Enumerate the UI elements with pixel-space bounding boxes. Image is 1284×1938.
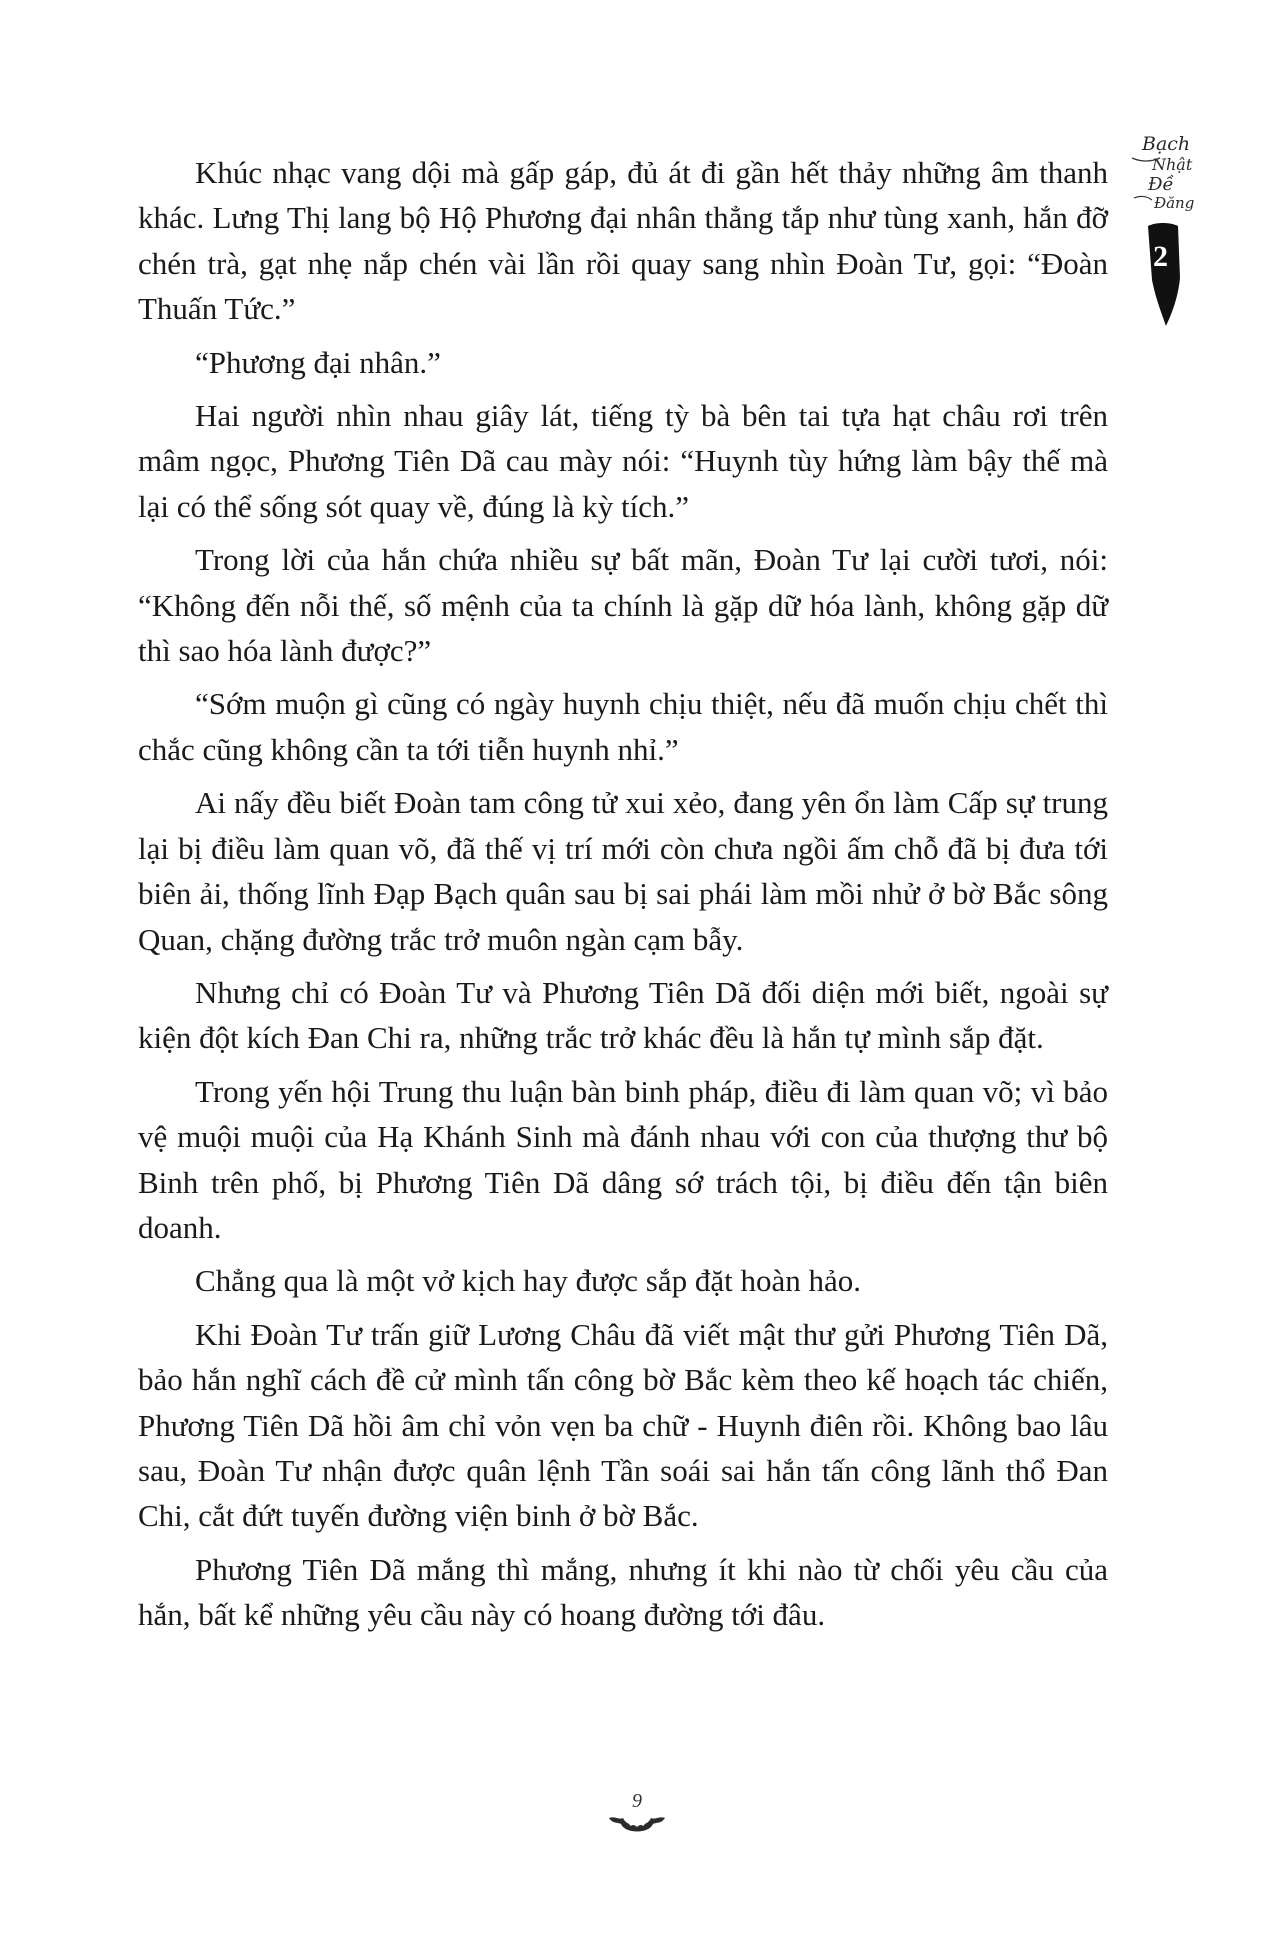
paragraph: “Phương đại nhân.”	[195, 344, 441, 380]
paragraph: “Sớm muộn gì cũng có ngày huynh chịu thiệt, nếu đã muốn chịu chết thì chắc cũng không cần ta tới tiễn huynh nhỉ.”	[138, 686, 1108, 767]
paragraph: Trong lời của hắn chứa nhiều sự bất mãn, Đoàn Tư lại cười tươi, nói: “Không đến nỗi thế, số mệnh của ta chính là gặp dữ hóa lành, không gặp dữ thì sao hóa lành được?”	[138, 542, 1108, 669]
series-title-logo	[1126, 128, 1204, 328]
series-word-2: Nhật	[1152, 155, 1193, 174]
page-ornament-icon	[607, 1812, 667, 1834]
body-text	[138, 150, 1108, 1646]
volume-number: 2	[1153, 240, 1168, 273]
series-title-mark	[1126, 128, 1204, 328]
paragraph: Khúc nhạc vang dội mà gấp gáp, đủ át đi gần hết thảy những âm thanh khác. Lưng Thị lang bộ Hộ Phương đại nhân thẳng tắp như tùng xanh, hắn đỡ chén trà, gạt nhẹ nắp chén vài lần rồi quay sang nhìn Đoàn Tư, gọi: “Đoàn Thuấn Tức.”	[138, 155, 1108, 327]
series-word-1: Bạch	[1142, 133, 1191, 155]
paragraph: Khi Đoàn Tư trấn giữ Lương Châu đã viết mật thư gửi Phương Tiên Dã, bảo hắn nghĩ cách đề cử mình tấn công bờ Bắc kèm theo kế hoạch tác chiến, Phương Tiên Dã hồi âm chỉ vỏn vẹn ba chữ - Huynh điên rồi. Không bao lâu sau, Đoàn Tư nhận được quân lệnh Tần soái sai hắn tấn công lãnh thổ Đan Chi, cắt đứt tuyến đường viện binh ở bờ Bắc.	[138, 1316, 1108, 1534]
paragraph: Ai nấy đều biết Đoàn tam công tử xui xẻo, đang yên ổn làm Cấp sự trung lại bị điều làm quan võ, đã thế vị trí mới còn chưa ngồi ấm chỗ đã bị đưa tới biên ải, thống lĩnh Đạp Bạch quân sau bị sai phái làm mồi nhử ở bờ Bắc sông Quan, chặng đường trắc trở muôn ngàn cạm bẫy.	[138, 785, 1108, 957]
flourish-line	[1134, 196, 1152, 200]
page-footer	[598, 1790, 676, 1848]
paragraph: Chẳng qua là một vở kịch hay được sắp đặt hoàn hảo.	[195, 1263, 861, 1299]
paragraph: Hai người nhìn nhau giây lát, tiếng tỳ bà bên tai tựa hạt châu rơi trên mâm ngọc, Phương Tiên Dã cau mày nói: “Huynh tùy hứng làm bậy thế mà lại có thể sống sót quay về, đúng là kỳ tích.”	[138, 398, 1108, 524]
ink-brush-stroke	[1148, 223, 1180, 326]
series-word-4: Đăng	[1154, 194, 1195, 212]
series-word-3: Đề	[1148, 174, 1174, 195]
page-number: 9	[632, 1790, 642, 1812]
paragraph: Trong yến hội Trung thu luận bàn binh pháp, điều đi làm quan võ; vì bảo vệ muội muội của Hạ Khánh Sinh mà đánh nhau với con của thượng thư bộ Binh trên phố, bị Phương Tiên Dã dâng sớ trách tội, bị điều đến tận biên doanh.	[138, 1073, 1108, 1245]
paragraph: Nhưng chỉ có Đoàn Tư và Phương Tiên Dã đối diện mới biết, ngoài sự kiện đột kích Đan Chi ra, những trắc trở khác đều là hắn tự mình sắp đặt.	[138, 974, 1108, 1056]
paragraph: Phương Tiên Dã mắng thì mắng, nhưng ít khi nào từ chối yêu cầu của hắn, bất kể những yêu cầu này có hoang đường tới đâu.	[138, 1551, 1108, 1633]
